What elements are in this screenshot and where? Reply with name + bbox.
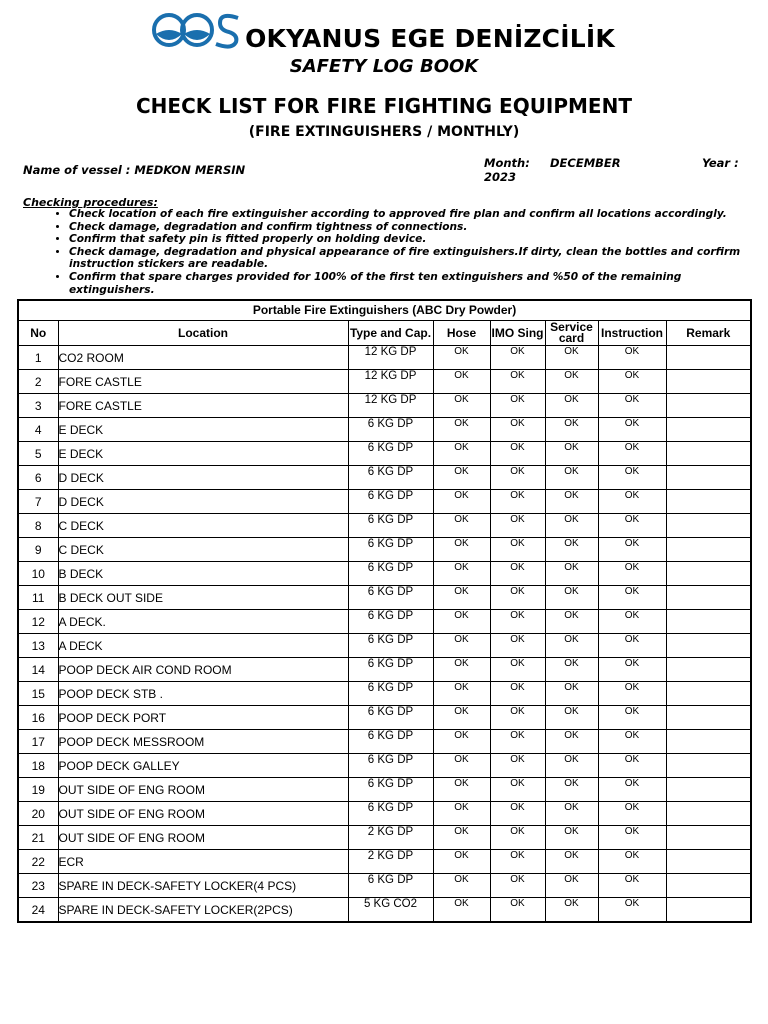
cell-type-cap: 6 KG DP [348,730,433,754]
cell-no: 1 [18,346,58,370]
table-row [18,850,751,874]
cell-location: POOP DECK MESSROOM [58,730,348,754]
cell-imo-sing: OK [490,346,545,370]
table-row [18,634,751,658]
cell-service-card: OK [545,754,598,778]
cell-instruction: OK [598,778,666,802]
cell-no: 6 [18,466,58,490]
cell-remark [666,802,751,826]
cell-instruction: OK [598,802,666,826]
cell-hose: OK [433,898,490,923]
cell-service-card: OK [545,730,598,754]
cell-hose: OK [433,370,490,394]
table-row [18,586,751,610]
cell-imo-sing: OK [490,418,545,442]
cell-remark [666,682,751,706]
cell-type-cap: 6 KG DP [348,754,433,778]
cell-imo-sing: OK [490,538,545,562]
cell-location: SPARE IN DECK-SAFETY LOCKER(4 PCS) [58,874,348,898]
cell-remark [666,490,751,514]
table-row [18,754,751,778]
procedure-item: • Confirm that safety pin is fitted properly on holding device. [69,233,743,246]
cell-instruction: OK [598,874,666,898]
cell-hose: OK [433,586,490,610]
cell-remark [666,778,751,802]
cell-instruction: OK [598,442,666,466]
cell-location: ECR [58,850,348,874]
table-row [18,466,751,490]
cell-type-cap: 6 KG DP [348,634,433,658]
column-header-location: Location [58,321,348,346]
cell-remark [666,610,751,634]
procedures-list [23,208,743,296]
cell-imo-sing: OK [490,562,545,586]
vessel-name: Name of vessel : MEDKON MERSIN [23,163,246,177]
cell-imo-sing: OK [490,778,545,802]
cell-hose: OK [433,634,490,658]
cell-location: A DECK. [58,610,348,634]
cell-imo-sing: OK [490,826,545,850]
cell-remark [666,730,751,754]
cell-type-cap: 5 KG CO2 [348,898,433,923]
cell-no: 23 [18,874,58,898]
cell-service-card: OK [545,514,598,538]
cell-hose: OK [433,754,490,778]
cell-type-cap: 12 KG DP [348,394,433,418]
cell-instruction: OK [598,418,666,442]
cell-type-cap: 6 KG DP [348,466,433,490]
cell-type-cap: 12 KG DP [348,370,433,394]
cell-remark [666,562,751,586]
cell-service-card: OK [545,418,598,442]
table-row [18,802,751,826]
cell-instruction: OK [598,586,666,610]
cell-service-card: OK [545,778,598,802]
table-row [18,442,751,466]
document-title: CHECK LIST FOR FIRE FIGHTING EQUIPMENT [136,94,632,118]
cell-remark [666,346,751,370]
cell-hose: OK [433,562,490,586]
cell-service-card: OK [545,346,598,370]
cell-instruction: OK [598,754,666,778]
cell-type-cap: 6 KG DP [348,418,433,442]
cell-no: 9 [18,538,58,562]
month-value: DECEMBER [550,156,621,170]
cell-imo-sing: OK [490,706,545,730]
cell-no: 2 [18,370,58,394]
cell-no: 21 [18,826,58,850]
cell-service-card: OK [545,706,598,730]
cell-instruction: OK [598,514,666,538]
cell-location: POOP DECK AIR COND ROOM [58,658,348,682]
cell-imo-sing: OK [490,490,545,514]
cell-imo-sing: OK [490,466,545,490]
column-header-instruction: Instruction [598,321,666,346]
cell-instruction: OK [598,562,666,586]
cell-location: SPARE IN DECK-SAFETY LOCKER(2PCS) [58,898,348,923]
cell-service-card: OK [545,658,598,682]
cell-instruction: OK [598,850,666,874]
cell-hose: OK [433,514,490,538]
cell-remark [666,706,751,730]
table-row [18,538,751,562]
cell-imo-sing: OK [490,682,545,706]
cell-type-cap: 2 KG DP [348,826,433,850]
cell-imo-sing: OK [490,802,545,826]
cell-location: CO2 ROOM [58,346,348,370]
cell-no: 5 [18,442,58,466]
cell-location: C DECK [58,514,348,538]
column-header-no: No [18,321,58,346]
cell-hose: OK [433,466,490,490]
cell-imo-sing: OK [490,658,545,682]
cell-no: 16 [18,706,58,730]
table-row [18,730,751,754]
cell-no: 15 [18,682,58,706]
cell-no: 19 [18,778,58,802]
cell-imo-sing: OK [490,634,545,658]
cell-hose: OK [433,442,490,466]
cell-hose: OK [433,658,490,682]
cell-location: OUT SIDE OF ENG ROOM [58,778,348,802]
cell-service-card: OK [545,634,598,658]
table-row [18,370,751,394]
cell-location: E DECK [58,418,348,442]
table-row [18,610,751,634]
cell-hose: OK [433,730,490,754]
cell-no: 11 [18,586,58,610]
cell-remark [666,826,751,850]
cell-no: 8 [18,514,58,538]
table-body [18,346,751,923]
procedure-item: • Check damage, degradation and confirm tightness of connections. [69,221,743,234]
cell-location: OUT SIDE OF ENG ROOM [58,802,348,826]
table-row [18,682,751,706]
cell-hose: OK [433,874,490,898]
cell-location: POOP DECK STB . [58,682,348,706]
cell-location: C DECK [58,538,348,562]
cell-remark [666,898,751,923]
cell-remark [666,370,751,394]
cell-service-card: OK [545,850,598,874]
procedure-item: • Check location of each fire extinguisher according to approved fire plan and confirm all locations accordingly. [69,208,743,221]
log-book-subtitle: SAFETY LOG BOOK [289,56,479,77]
cell-no: 14 [18,658,58,682]
cell-service-card: OK [545,874,598,898]
cell-instruction: OK [598,658,666,682]
table-row [18,778,751,802]
table-caption: Portable Fire Extinguishers (ABC Dry Powder) [18,300,751,321]
cell-type-cap: 6 KG DP [348,586,433,610]
document-subtitle: (FIRE EXTINGUISHERS / MONTHLY) [248,124,520,140]
cell-hose: OK [433,826,490,850]
cell-location: OUT SIDE OF ENG ROOM [58,826,348,850]
cell-hose: OK [433,682,490,706]
cell-remark [666,442,751,466]
cell-type-cap: 12 KG DP [348,346,433,370]
cell-service-card: OK [545,490,598,514]
cell-remark [666,514,751,538]
year-value: 2023 [484,170,517,184]
cell-service-card: OK [545,394,598,418]
cell-no: 20 [18,802,58,826]
cell-service-card: OK [545,466,598,490]
column-header-remark: Remark [666,321,751,346]
cell-no: 22 [18,850,58,874]
column-header-hose: Hose [433,321,490,346]
cell-remark [666,586,751,610]
cell-location: POOP DECK PORT [58,706,348,730]
cell-type-cap: 6 KG DP [348,658,433,682]
cell-hose: OK [433,490,490,514]
cell-instruction: OK [598,610,666,634]
cell-remark [666,754,751,778]
cell-remark [666,418,751,442]
cell-type-cap: 6 KG DP [348,706,433,730]
cell-instruction: OK [598,538,666,562]
cell-service-card: OK [545,898,598,923]
cell-imo-sing: OK [490,394,545,418]
cell-instruction: OK [598,706,666,730]
month-label: Month: [484,156,530,170]
cell-hose: OK [433,346,490,370]
table-row [18,562,751,586]
cell-hose: OK [433,850,490,874]
cell-no: 12 [18,610,58,634]
table-row [18,514,751,538]
table-row [18,826,751,850]
cell-location: FORE CASTLE [58,370,348,394]
cell-location: FORE CASTLE [58,394,348,418]
cell-hose: OK [433,418,490,442]
cell-imo-sing: OK [490,874,545,898]
cell-service-card: OK [545,538,598,562]
procedure-item: • Check damage, degradation and physical appearance of fire extinguishers.If dirty, clean the bottles and corfirm instruction stickers are readable. [69,246,743,271]
cell-imo-sing: OK [490,850,545,874]
cell-instruction: OK [598,634,666,658]
cell-type-cap: 6 KG DP [348,490,433,514]
cell-no: 4 [18,418,58,442]
cell-service-card: OK [545,562,598,586]
cell-service-card: OK [545,586,598,610]
fire-extinguisher-table [17,299,752,923]
company-name: OKYANUS EGE DENİZCİLİK [245,24,615,53]
cell-type-cap: 6 KG DP [348,538,433,562]
cell-type-cap: 6 KG DP [348,682,433,706]
cell-service-card: OK [545,826,598,850]
cell-no: 18 [18,754,58,778]
cell-instruction: OK [598,682,666,706]
cell-type-cap: 6 KG DP [348,610,433,634]
cell-instruction: OK [598,346,666,370]
cell-type-cap: 6 KG DP [348,442,433,466]
cell-imo-sing: OK [490,610,545,634]
cell-instruction: OK [598,826,666,850]
cell-type-cap: 2 KG DP [348,850,433,874]
cell-imo-sing: OK [490,898,545,923]
cell-location: E DECK [58,442,348,466]
cell-remark [666,466,751,490]
cell-service-card: OK [545,370,598,394]
cell-no: 24 [18,898,58,923]
cell-no: 7 [18,490,58,514]
column-header-imo-sing: IMO Sing [490,321,545,346]
cell-remark [666,874,751,898]
cell-no: 10 [18,562,58,586]
cell-remark [666,658,751,682]
cell-type-cap: 6 KG DP [348,562,433,586]
cell-hose: OK [433,706,490,730]
year-label: Year : [702,156,739,170]
cell-hose: OK [433,610,490,634]
cell-type-cap: 6 KG DP [348,874,433,898]
cell-no: 3 [18,394,58,418]
cell-location: D DECK [58,466,348,490]
cell-location: POOP DECK GALLEY [58,754,348,778]
column-header-service-card: Service card [545,321,598,346]
cell-instruction: OK [598,394,666,418]
cell-service-card: OK [545,610,598,634]
cell-location: A DECK [58,634,348,658]
cell-remark [666,394,751,418]
cell-location: B DECK [58,562,348,586]
cell-hose: OK [433,802,490,826]
cell-imo-sing: OK [490,370,545,394]
cell-instruction: OK [598,490,666,514]
cell-imo-sing: OK [490,754,545,778]
cell-imo-sing: OK [490,514,545,538]
cell-service-card: OK [545,802,598,826]
cell-hose: OK [433,538,490,562]
cell-service-card: OK [545,682,598,706]
cell-instruction: OK [598,730,666,754]
cell-type-cap: 6 KG DP [348,802,433,826]
cell-imo-sing: OK [490,730,545,754]
cell-instruction: OK [598,466,666,490]
cell-location: B DECK OUT SIDE [58,586,348,610]
cell-remark [666,634,751,658]
cell-service-card: OK [545,442,598,466]
cell-type-cap: 6 KG DP [348,778,433,802]
cell-no: 17 [18,730,58,754]
table-row [18,490,751,514]
table-row [18,898,751,923]
cell-remark [666,850,751,874]
procedures-title: Checking procedures: [23,196,158,209]
procedure-item: • Confirm that spare charges provided for 100% of the first ten extinguishers and %50 of the remaining extinguishers. [69,271,743,296]
column-header-type-cap: Type and Cap. [348,321,433,346]
table-row [18,658,751,682]
cell-hose: OK [433,394,490,418]
cell-remark [666,538,751,562]
cell-instruction: OK [598,898,666,923]
table-row [18,346,751,370]
table-row [18,394,751,418]
cell-location: D DECK [58,490,348,514]
cell-hose: OK [433,778,490,802]
cell-no: 13 [18,634,58,658]
cell-type-cap: 6 KG DP [348,514,433,538]
table-row [18,418,751,442]
cell-imo-sing: OK [490,586,545,610]
table-row [18,874,751,898]
cell-instruction: OK [598,370,666,394]
table-row [18,706,751,730]
cell-imo-sing: OK [490,442,545,466]
